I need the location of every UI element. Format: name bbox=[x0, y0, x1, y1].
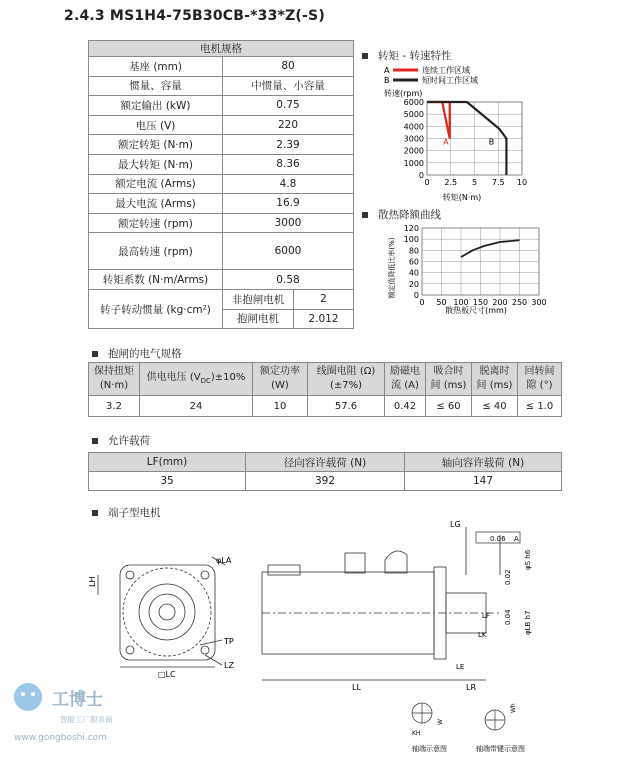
load-val-axial: 147 bbox=[405, 472, 562, 491]
brake-heading: 抱闸的电气规格 bbox=[108, 348, 182, 360]
svg-text:0.06: 0.06 bbox=[490, 535, 506, 543]
torque-ylabel: 转速(rpm) bbox=[384, 89, 423, 98]
dim-tp: TP bbox=[224, 637, 234, 646]
brake-col-power: 额定功率 (W) bbox=[253, 363, 308, 396]
y-tick-label: 80 bbox=[408, 246, 419, 256]
heat-xlabel: 散热板尺寸(mm) bbox=[445, 306, 507, 315]
brake-col-release-time: 脱离时 间 (ms) bbox=[472, 363, 518, 396]
legend-b-key: B bbox=[384, 76, 390, 85]
load-val-radial: 392 bbox=[246, 472, 405, 491]
legend-b-label: 短时间工作区域 bbox=[422, 76, 478, 85]
spec-row bbox=[89, 194, 354, 214]
x-tick-label: 7.5 bbox=[491, 178, 505, 187]
x-tick-label: 250 bbox=[511, 298, 528, 307]
x-tick-label: 5 bbox=[471, 178, 478, 187]
y-tick-label: 120 bbox=[403, 224, 419, 233]
spec-subkey: 非抱闸电机 bbox=[223, 289, 294, 309]
spec-value: 3000 bbox=[223, 213, 354, 233]
x-tick-label: 0 bbox=[419, 298, 425, 307]
heat-chart-heading: 散热降额曲线 bbox=[378, 209, 441, 221]
brake-value: 24 bbox=[140, 396, 253, 417]
dim-lh: LH bbox=[88, 576, 97, 587]
spec-key: 转子转动惯量 (kg·cm²) bbox=[89, 289, 223, 328]
spec-value: 8.36 bbox=[223, 154, 354, 174]
dim-phi-s: φS h6 bbox=[524, 549, 532, 570]
legend-a bbox=[384, 65, 470, 75]
x-tick-label: 2.5 bbox=[444, 178, 458, 187]
region-b-label: B bbox=[488, 137, 495, 147]
spec-value: 0.75 bbox=[223, 96, 354, 116]
bullet-square-icon bbox=[92, 351, 98, 357]
spec-key: 转矩系数 (N·m/Arms) bbox=[89, 270, 223, 290]
spec-row bbox=[89, 233, 354, 270]
torque-speed-chart bbox=[380, 60, 540, 205]
x-tick-label: 150 bbox=[472, 298, 489, 307]
spec-row bbox=[89, 115, 354, 135]
y-tick-label: 60 bbox=[408, 257, 419, 267]
spec-value: 80 bbox=[223, 57, 354, 77]
dim-tol2: 0.02 bbox=[504, 569, 512, 585]
svg-text:www.gongboshi.com: www.gongboshi.com bbox=[14, 733, 107, 743]
brake-col-resistance: 线圈电阻 (Ω) (±7%) bbox=[308, 363, 385, 396]
legend-a-label: 连续工作区域 bbox=[422, 66, 470, 75]
spec-value: 4.8 bbox=[223, 174, 354, 194]
y-tick-label: 2000 bbox=[403, 146, 424, 156]
spec-row bbox=[89, 213, 354, 233]
brake-value: 3.2 bbox=[89, 396, 140, 417]
brake-value: 10 bbox=[253, 396, 308, 417]
spec-key: 基座 (mm) bbox=[89, 57, 223, 77]
dim-phi-la: φLA bbox=[216, 556, 232, 565]
y-tick-label: 4000 bbox=[403, 122, 424, 132]
load-col-lf: LF(mm) bbox=[89, 453, 246, 472]
load-table bbox=[88, 452, 562, 491]
spec-key: 额定转速 (rpm) bbox=[89, 213, 223, 233]
spec-key: 额定转矩 (N·m) bbox=[89, 135, 223, 155]
spec-value: 220 bbox=[223, 115, 354, 135]
y-tick-label: 6000 bbox=[403, 98, 424, 107]
y-tick-label: 100 bbox=[403, 235, 419, 245]
brake-value: ≤ 40 bbox=[472, 396, 518, 417]
spec-key: 额定电流 (Arms) bbox=[89, 174, 223, 194]
y-tick-label: 0 bbox=[418, 171, 424, 180]
section-label-2: 轴端带键示意图 bbox=[476, 745, 525, 753]
region-a-label: A bbox=[443, 137, 449, 147]
svg-text:工博士: 工博士 bbox=[52, 690, 103, 710]
legend-a-key: A bbox=[384, 66, 390, 75]
spec-key: 最大转矩 (N·m) bbox=[89, 154, 223, 174]
brake-col-backlash: 回转间 隙 (°) bbox=[518, 363, 562, 396]
spec-row bbox=[89, 174, 354, 194]
y-tick-label: 5000 bbox=[403, 110, 424, 120]
spec-value: 0.58 bbox=[223, 270, 354, 290]
torque-xlabel: 转矩(N·m) bbox=[442, 193, 482, 202]
section-label-1: 轴端示意图 bbox=[412, 745, 447, 753]
spec-row bbox=[89, 76, 354, 96]
spec-value: 16.9 bbox=[223, 194, 354, 214]
motor-spec-table bbox=[88, 40, 354, 329]
series-line-1 bbox=[461, 240, 520, 257]
brake-value: 0.42 bbox=[385, 396, 426, 417]
spec-key: 最大电流 (Arms) bbox=[89, 194, 223, 214]
legend-b bbox=[384, 75, 478, 85]
dim-w: W bbox=[437, 719, 444, 725]
load-heading-row bbox=[92, 433, 150, 448]
dim-lk: LK bbox=[478, 631, 487, 639]
torque-chart-heading: 转矩 - 转速特性 bbox=[378, 50, 452, 62]
brake-value: 57.6 bbox=[308, 396, 385, 417]
dim-lc: □LC bbox=[158, 670, 176, 679]
dim-ll: LL bbox=[352, 683, 361, 692]
series-line-1 bbox=[427, 102, 450, 139]
heat-derating-chart bbox=[380, 220, 555, 320]
motor-dimension-drawing bbox=[0, 515, 634, 760]
x-tick-label: 0 bbox=[424, 178, 430, 187]
brake-value: ≤ 1.0 bbox=[518, 396, 562, 417]
dim-lg: LG bbox=[450, 520, 461, 529]
bullet-square-icon bbox=[92, 438, 98, 444]
y-tick-label: 40 bbox=[408, 268, 419, 278]
spec-row bbox=[89, 154, 354, 174]
y-tick-label: 0 bbox=[413, 291, 419, 300]
dim-tol3: 0.04 bbox=[504, 609, 512, 625]
x-tick-label: 50 bbox=[436, 298, 447, 307]
brake-spec-table bbox=[88, 362, 562, 417]
brake-col-voltage: 供电电压 $(V_{DC})\pm 10\%$ bbox=[140, 363, 253, 396]
spec-key: 惯量、容量 bbox=[89, 76, 223, 96]
spec-header: 电机规格 bbox=[89, 41, 354, 57]
spec-row bbox=[89, 135, 354, 155]
shaft-section-2 bbox=[485, 710, 505, 730]
brake-col-pull-time: 吸合时 间 (ms) bbox=[426, 363, 472, 396]
watermark-logo bbox=[14, 683, 113, 743]
dim-phi-lb: φLB h7 bbox=[524, 610, 532, 635]
drawing-heading: 端子型电机 bbox=[108, 507, 161, 519]
y-tick-label: 3000 bbox=[403, 134, 424, 144]
side-view bbox=[262, 527, 500, 680]
dim-lf: LF bbox=[482, 612, 490, 620]
spec-value: 中惯量、小容量 bbox=[223, 76, 354, 96]
svg-text:A: A bbox=[514, 535, 519, 543]
spec-row bbox=[89, 96, 354, 116]
brake-col-current: 励磁电 流 (A) bbox=[385, 363, 426, 396]
load-col-radial: 径向容许载荷 (N) bbox=[246, 453, 405, 472]
y-tick-label: 20 bbox=[408, 279, 419, 289]
spec-key: 电压 (V) bbox=[89, 115, 223, 135]
dim-le: LE bbox=[456, 663, 465, 671]
dim-lr: LR bbox=[466, 683, 477, 692]
spec-value: 2.012 bbox=[294, 309, 354, 329]
x-tick-label: 200 bbox=[492, 298, 508, 307]
y-tick-label: 1000 bbox=[403, 158, 424, 168]
dim-kh: KH bbox=[412, 730, 421, 737]
shaft-section-1 bbox=[412, 703, 432, 723]
spec-value: 6000 bbox=[223, 233, 354, 270]
dim-wh: Wh bbox=[510, 703, 517, 713]
bullet-square-icon bbox=[362, 53, 368, 59]
bullet-square-icon bbox=[362, 212, 368, 218]
spec-key: 额定输出 (kW) bbox=[89, 96, 223, 116]
spec-row bbox=[89, 270, 354, 290]
spec-value: 2.39 bbox=[223, 135, 354, 155]
spec-row-inertia bbox=[89, 289, 354, 309]
x-tick-label: 300 bbox=[531, 298, 547, 307]
spec-subkey: 抱闸电机 bbox=[223, 309, 294, 329]
x-tick-label: 100 bbox=[453, 298, 469, 307]
load-col-axial: 轴向容许载荷 (N) bbox=[405, 453, 562, 472]
brake-heading-row bbox=[92, 346, 182, 361]
spec-key: 最高转速 (rpm) bbox=[89, 233, 223, 270]
load-val-lf: 35 bbox=[89, 472, 246, 491]
spec-value: 2 bbox=[294, 289, 354, 309]
tolerance-box-1 bbox=[476, 532, 520, 543]
dim-lz: LZ bbox=[224, 661, 234, 670]
load-heading: 允许载荷 bbox=[108, 435, 150, 447]
svg-text:智能工厂服务商: 智能工厂服务商 bbox=[60, 715, 113, 724]
heat-ylabel: 额定值降低比率(%) bbox=[388, 237, 396, 299]
page-title: 2.4.3 MS1H4-75B30CB-*33*Z(-S) bbox=[64, 8, 325, 24]
front-view bbox=[98, 557, 225, 667]
x-tick-label: 10 bbox=[516, 178, 528, 187]
brake-value: ≤ 60 bbox=[426, 396, 472, 417]
brake-col-holding-torque: 保持扭矩 (N·m) bbox=[89, 363, 140, 396]
spec-row bbox=[89, 57, 354, 77]
